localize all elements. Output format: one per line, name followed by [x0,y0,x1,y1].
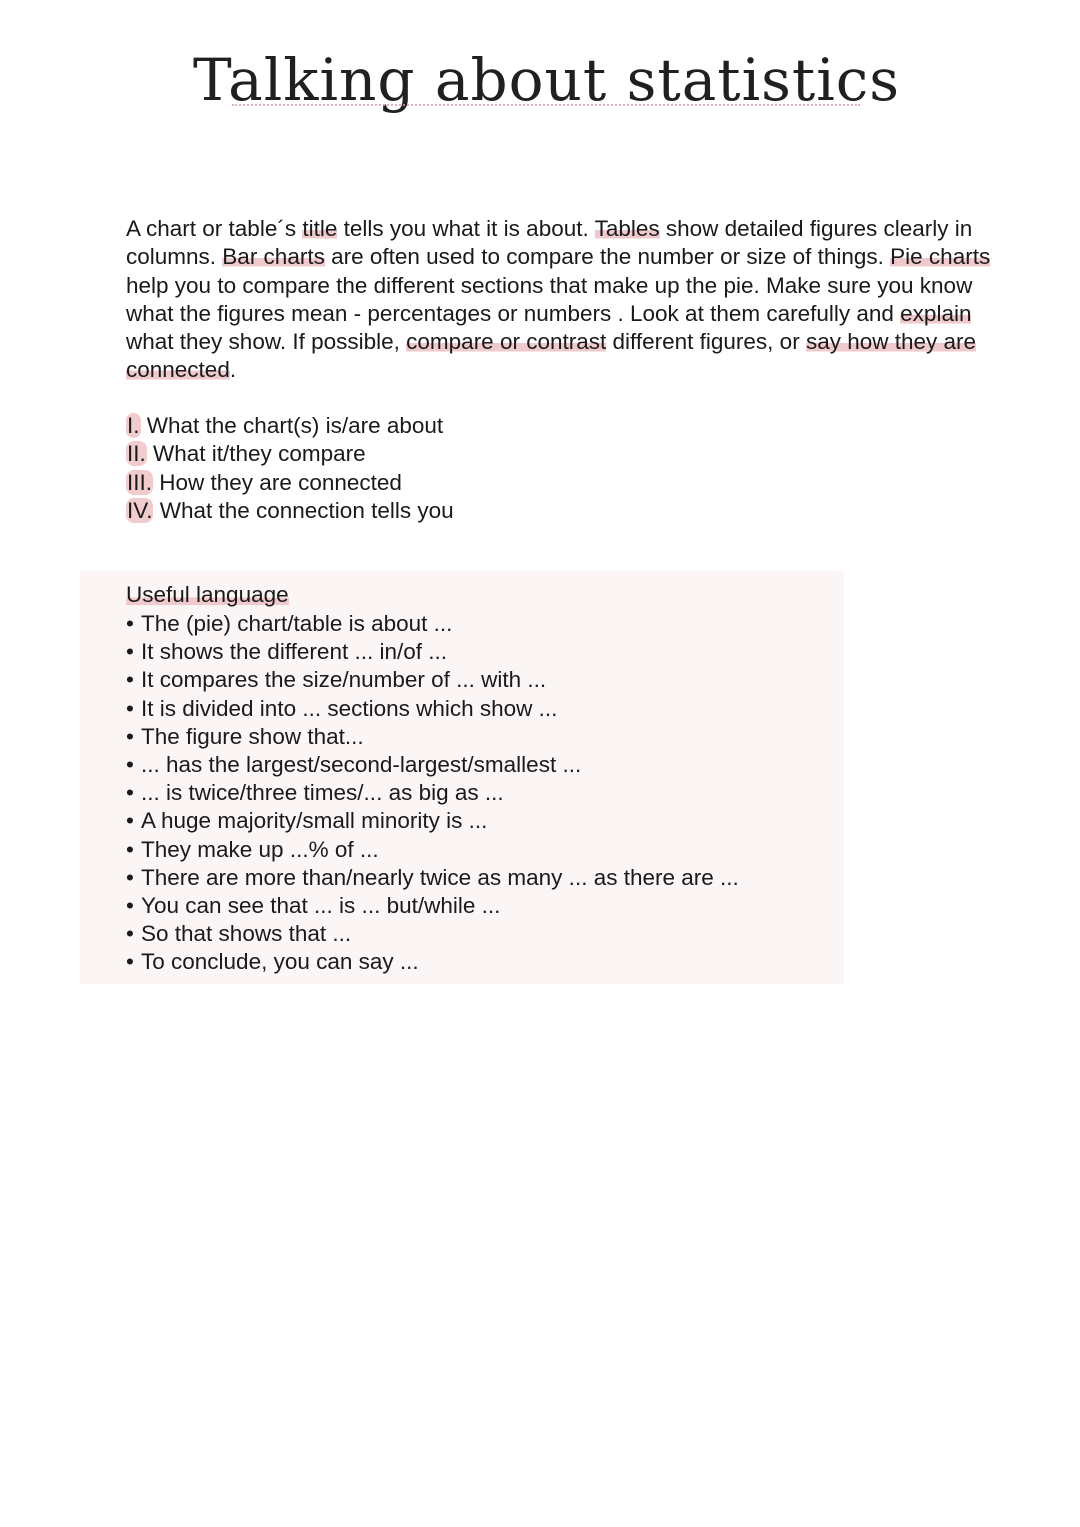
page-title: Talking about statistics [192,46,901,114]
phrase-item: • To conclude, you can say ... [126,948,739,976]
useful-language-heading [126,581,289,609]
phrase-item: • There are more than/nearly twice as many ... as there are ... [126,864,739,892]
step-text: What the connection tells you [153,497,454,523]
phrase-item: • The figure show that... [126,723,739,751]
intro-highlight-explain: explain [900,300,972,326]
step-number: I. [127,413,140,438]
intro-text: different figures, or [606,329,806,355]
intro-highlight-connected: say how they are connected [126,329,977,383]
step-number: II. [127,441,146,467]
phrase-item: • It compares the size/number of ... with ... [126,666,739,694]
intro-text: tells you what it is about. [337,216,595,241]
phrase-item: • It shows the different ... in/of ... [126,638,739,666]
phrase-item: • You can see that ... is ... but/while ... [126,892,739,920]
step-text: How they are connected [153,469,402,495]
useful-language-heading-text: Useful language [126,582,289,607]
step-number: IV. [127,497,153,523]
phrase-item: • A huge majority/small minority is ... [126,807,739,835]
intro-highlight-bar-charts: Bar charts [222,244,325,270]
phrase-item: • It is divided into ... sections which show ... [126,695,739,723]
step-number: III. [127,469,153,495]
intro-text: A chart or table´s [126,216,303,241]
step-item [126,497,454,525]
step-text: What it/they compare [146,441,366,467]
step-item [126,412,454,440]
step-item [126,440,454,468]
intro-highlight-compare-contrast: compare or contrast [406,329,607,355]
intro-text: . [229,357,237,383]
phrase-item: • ... has the largest/second-largest/smallest ... [126,751,739,779]
title-handwriting-decoration [232,100,860,106]
intro-highlight-title: title [302,216,338,241]
steps-list [126,412,454,525]
intro-text: help you to compare the different sections that make up the pie. Make sure you know what the figures mean - percentages or numbers . Look at them carefully and [126,272,973,326]
phrase-item: • The (pie) chart/table is about ... [126,610,739,638]
useful-phrases-list [126,610,739,977]
intro-text: show detailed figures clearly in columns. [126,216,973,270]
step-text: What the chart(s) is/are about [140,413,444,438]
intro-text: what they show. If possible, [126,329,407,355]
step-item [126,469,454,497]
phrase-item: • ... is twice/three times/... as big as ... [126,779,739,807]
intro-highlight-tables: Tables [594,216,660,241]
phrase-item: • They make up ...% of ... [126,836,739,864]
intro-highlight-pie-charts: Pie charts [890,244,991,270]
intro-paragraph [126,215,1006,385]
intro-text: are often used to compare the number or size of things. [324,244,891,270]
phrase-item: • So that shows that ... [126,920,739,948]
